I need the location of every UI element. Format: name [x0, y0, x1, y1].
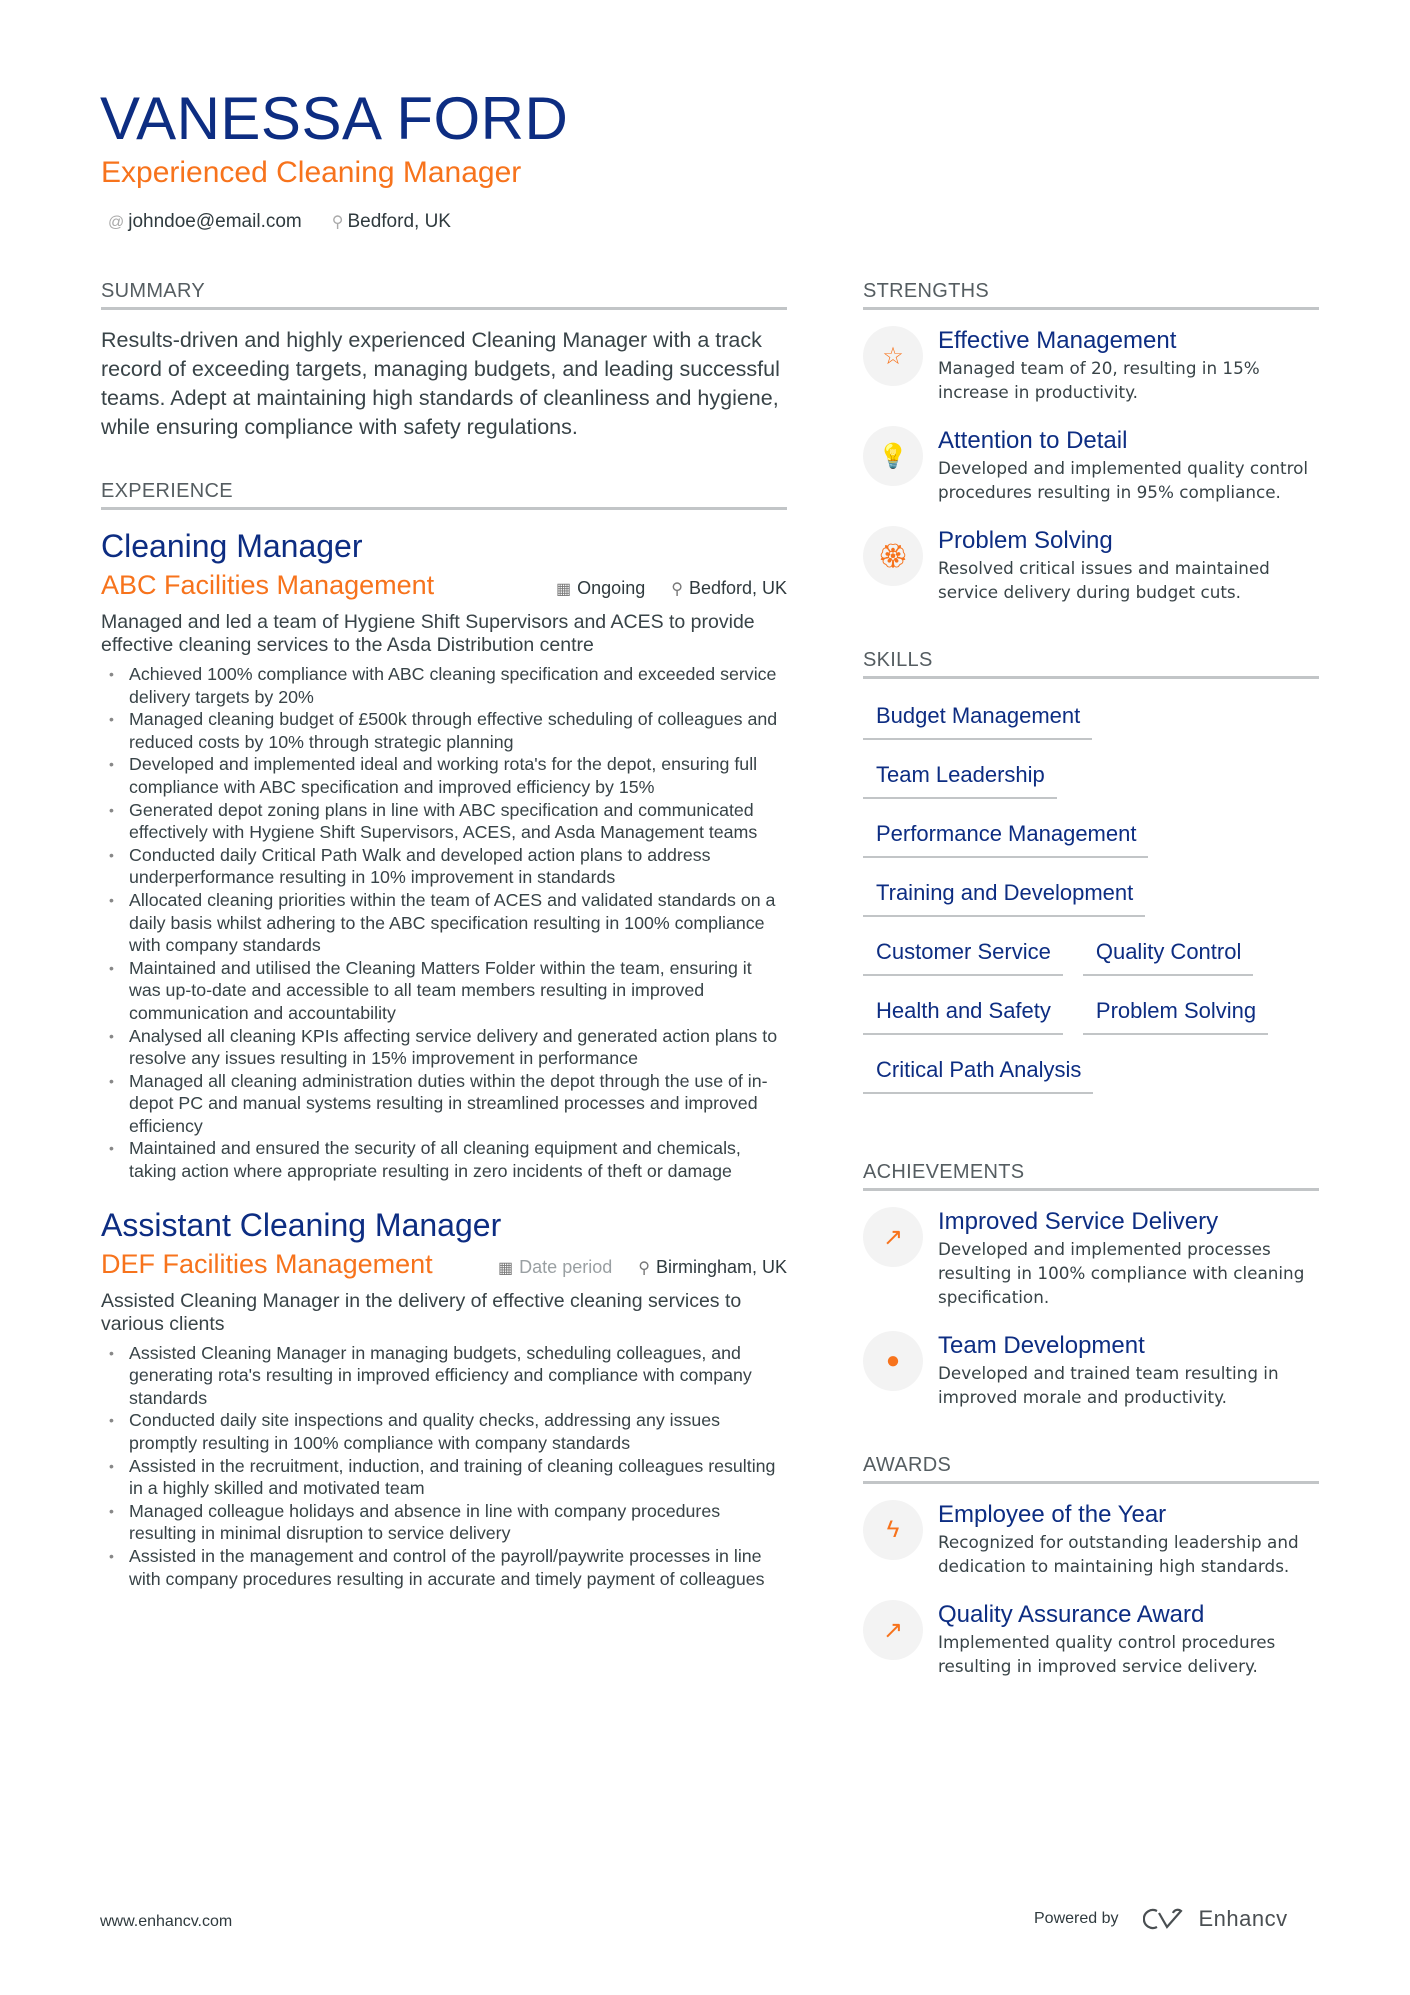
strengths-item-body [938, 526, 1319, 604]
job-bullet: • Developed and implemented ideal and working rota's for the depot, ensuring full compliance with ABC specification and improved efficiency by 15% [101, 753, 787, 798]
job-title: Assistant Cleaning Manager [101, 1206, 502, 1243]
skill-tag: Training and Development [863, 872, 1145, 917]
skills-heading: SKILLS [863, 648, 1319, 679]
awards-item [863, 1500, 1319, 1578]
strengths-item-desc: Resolved critical issues and maintained service delivery during budget cuts. [938, 558, 1270, 602]
job-bullet: • Managed cleaning budget of £500k through effective scheduling of colleagues and reduced costs by 10% through strategic planning [101, 708, 787, 753]
strategy-arrow-icon: ↗ [863, 1207, 923, 1267]
job-bullet: • Assisted Cleaning Manager in managing budgets, scheduling colleagues, and generating rota's resulting in improved efficiency and compliance with company standards [101, 1342, 787, 1410]
strengths-item [863, 326, 1319, 404]
job-location [638, 1248, 787, 1288]
strengths-item-body [938, 326, 1319, 404]
job-entry [101, 526, 787, 1183]
experience-heading: EXPERIENCE [101, 479, 787, 510]
location-pin-icon: ⚲ [638, 1259, 650, 1277]
job-bullets [101, 1342, 787, 1591]
head-icon: ● [863, 1331, 923, 1391]
skill-tag: Customer Service [863, 931, 1063, 976]
skill-tag: Quality Control [1083, 931, 1254, 976]
strengths-item-title: Effective Management [938, 327, 1177, 354]
company-name: DEF Facilities Management [101, 1248, 433, 1279]
experience-list [101, 526, 787, 1590]
job-title: Cleaning Manager [101, 528, 363, 564]
awards-heading: AWARDS [863, 1453, 1319, 1484]
at-icon: @ [108, 214, 125, 231]
website-link[interactable]: www.enhancv.com [100, 1913, 233, 1930]
strengths-list [863, 326, 1319, 604]
job-location [671, 569, 787, 609]
candidate-name: VANESSA FORD [100, 85, 569, 152]
achievements-list [863, 1207, 1319, 1409]
job-bullet: • Maintained and ensured the security of all cleaning equipment and chemicals, taking action where appropriate resulting in zero incidents of theft or damage [101, 1137, 787, 1182]
location-pin-icon: ⚲ [331, 214, 344, 231]
job-date [498, 1248, 612, 1288]
awards-item-title: Quality Assurance Award [938, 1601, 1205, 1628]
calendar-icon: ▦ [556, 581, 572, 598]
job-bullet: • Maintained and utilised the Cleaning Matters Folder within the team, ensuring it was up-to-date and accessible to all team members resulting in improved communication and accountability [101, 957, 787, 1025]
star-icon: ☆ [863, 326, 923, 386]
strengths-item [863, 426, 1319, 504]
achievements-item [863, 1331, 1319, 1409]
job-bullet: • Generated depot zoning plans in line with ABC specification and communicated effectively with Hygiene Shift Supervisors, ACES, and Asda Management teams [101, 799, 787, 844]
job-description: Managed and led a team of Hygiene Shift Supervisors and ACES to provide effective cleaning services to the Asda Distribution centre [101, 611, 755, 656]
skill-tag: Health and Safety [863, 990, 1063, 1035]
skills-list [863, 695, 1319, 1108]
skill-tag: Critical Path Analysis [863, 1049, 1093, 1094]
job-entry [101, 1205, 787, 1591]
left-column [101, 279, 787, 1590]
enhancv-logo-icon [1143, 1907, 1189, 1931]
job-bullet: • Analysed all cleaning KPIs affecting service delivery and generated action plans to resolve any issues resulting in 15% improvement in performance [101, 1025, 787, 1070]
lightning-icon: ϟ [863, 1500, 923, 1560]
job-bullet: • Managed all cleaning administration duties within the depot through the use of in-depot PC and manual systems resulting in streamlined processes and improved efficiency [101, 1070, 787, 1138]
job-bullet: • Achieved 100% compliance with ABC cleaning specification and exceeded service delivery targets by 20% [101, 663, 787, 708]
calendar-icon: ▦ [498, 1259, 514, 1277]
awards-item [863, 1600, 1319, 1678]
job-bullet: • Conducted daily site inspections and quality checks, addressing any issues promptly resulting in 100% compliance with company standards [101, 1409, 787, 1454]
summary-text: Results-driven and highly experienced Cleaning Manager with a track record of exceeding targets, managing budgets, and leading successful teams. Adept at maintaining high standards of cleanliness and hygiene, while ensuring compliance with safety regulations. [101, 328, 780, 439]
summary-heading: SUMMARY [101, 279, 787, 310]
awards-item-desc: Implemented quality control procedures resulting in improved service delivery. [938, 1632, 1276, 1676]
strengths-item-title: Problem Solving [938, 527, 1113, 554]
skill-tag: Problem Solving [1083, 990, 1268, 1035]
awards-item-body [938, 1600, 1319, 1678]
strengths-heading: STRENGTHS [863, 279, 1319, 310]
achievements-heading: ACHIEVEMENTS [863, 1160, 1319, 1191]
skill-tag: Budget Management [863, 695, 1092, 740]
job-meta-row [101, 1245, 787, 1288]
location-text: Bedford, UK [347, 211, 451, 232]
enhancv-brand: Enhancv [1198, 1906, 1288, 1931]
award-ribbon-icon: 🏵 [863, 526, 923, 586]
job-date-text: Ongoing [577, 578, 646, 598]
location-contact [332, 209, 451, 236]
candidate-title: Experienced Cleaning Manager [101, 156, 522, 189]
achievements-item-body [938, 1207, 1319, 1309]
achievements-item-body [938, 1331, 1319, 1409]
email-contact[interactable] [108, 209, 302, 236]
job-location-text: Birmingham, UK [655, 1256, 787, 1277]
achievements-item-desc: Developed and trained team resulting in improved morale and productivity. [938, 1363, 1279, 1407]
job-date-text: Date period [519, 1256, 613, 1277]
achievements-item [863, 1207, 1319, 1309]
strengths-item-desc: Developed and implemented quality control procedures resulting in 95% compliance. [938, 458, 1309, 502]
job-meta-row [101, 566, 787, 609]
job-bullet: • Conducted daily Critical Path Walk and developed action plans to address underperformance resulting in 10% improvement in standards [101, 844, 787, 889]
skill-tag: Performance Management [863, 813, 1148, 858]
awards-item-title: Employee of the Year [938, 1501, 1167, 1528]
job-bullet: • Allocated cleaning priorities within the team of ACES and validated standards on a daily basis whilst adhering to the ABC specification resulting in 100% compliance with company standards [101, 889, 787, 957]
location-pin-icon: ⚲ [671, 581, 683, 598]
skill-tag: Team Leadership [863, 754, 1057, 799]
strengths-item [863, 526, 1319, 604]
strategy-arrow-icon: ↗ [863, 1600, 923, 1660]
achievements-item-title: Team Development [938, 1332, 1145, 1359]
job-bullet: • Managed colleague holidays and absence in line with company procedures resulting in minimal disruption to service delivery [101, 1500, 787, 1545]
lightbulb-icon: 💡 [863, 426, 923, 486]
enhancv-logo[interactable] [1143, 1906, 1288, 1932]
powered-by-label: Powered by [1034, 1910, 1119, 1927]
job-bullet: • Assisted in the recruitment, induction, and training of cleaning colleagues resulting in a highly skilled and motivated team [101, 1455, 787, 1500]
email-text: johndoe@email.com [128, 211, 302, 232]
company-name: ABC Facilities Management [101, 570, 435, 600]
job-bullet: • Assisted in the management and control of the payroll/paywrite processes in line with company procedures resulting in accurate and timely payment of colleagues [101, 1545, 787, 1590]
right-column [863, 279, 1319, 1678]
strengths-item-desc: Managed team of 20, resulting in 15% increase in productivity. [938, 358, 1260, 402]
contact-info [108, 209, 451, 236]
strengths-item-title: Attention to Detail [938, 427, 1128, 454]
achievements-item-desc: Developed and implemented processes resulting in 100% compliance with cleaning specification. [938, 1239, 1305, 1307]
job-location-text: Bedford, UK [688, 578, 787, 598]
achievements-item-title: Improved Service Delivery [938, 1208, 1219, 1235]
awards-item-body [938, 1500, 1319, 1578]
strengths-item-body [938, 426, 1319, 504]
awards-item-desc: Recognized for outstanding leadership and dedication to maintaining high standards. [938, 1532, 1299, 1576]
awards-list [863, 1500, 1319, 1678]
powered-by [1034, 1906, 1288, 1932]
job-description: Assisted Cleaning Manager in the delivery of effective cleaning services to various clients [101, 1289, 742, 1335]
job-bullets [101, 663, 787, 1183]
job-date [556, 569, 645, 609]
